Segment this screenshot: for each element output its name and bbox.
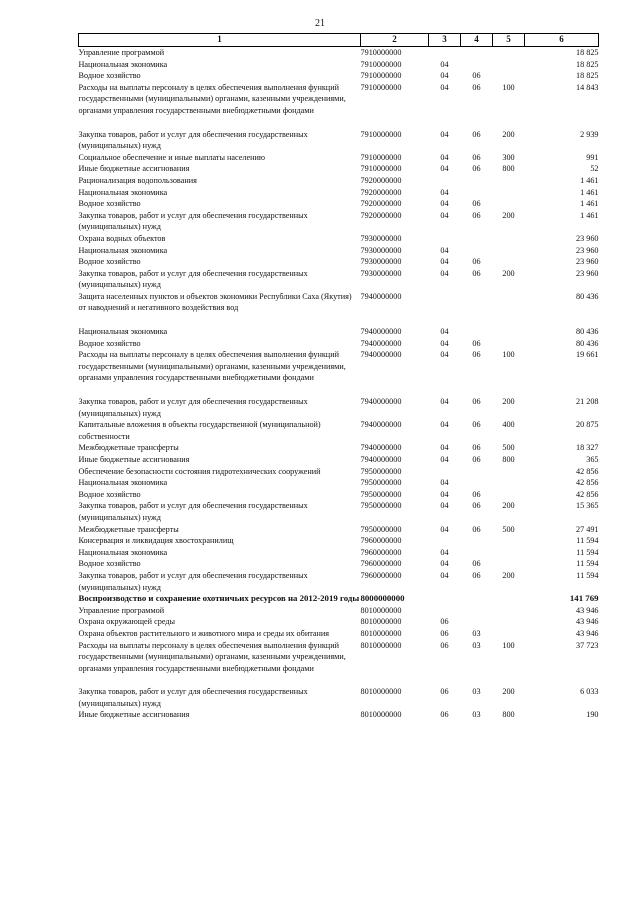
table-row [79,535,599,547]
row-code: 7950000000 [360,489,402,499]
table-row [79,547,599,559]
row-expense-type [493,326,525,338]
row-amount: 52 [590,164,599,174]
row-name: Рационализация водопользования [78,175,197,185]
row-section: 06 [440,640,449,650]
row-subsection [461,59,493,71]
row-expense-type [493,175,525,187]
row-expense-type [493,70,525,82]
row-expense-type [493,338,525,350]
row-name: Защита населенных пунктов и объектов экономики Республики Саха (Якутия) от наводнений и негативного воздействия вод [78,291,352,313]
row-amount: 27 491 [575,524,599,534]
row-section: 06 [440,628,449,638]
row-section: 04 [440,187,449,197]
row-expense-type [493,605,525,617]
row-section: 04 [440,547,449,557]
row-section: 04 [440,71,449,81]
table-row [79,489,599,501]
row-amount: 23 960 [575,268,599,278]
row-name: Закупка товаров, работ и услуг для обеспечения государственных (муниципальных) нужд [78,129,308,151]
row-code: 7940000000 [360,327,402,337]
row-subsection [461,187,493,199]
row-subsection: 06 [472,501,481,511]
row-amount: 1 461 [580,199,599,209]
row-subsection [461,593,493,605]
row-expense-type: 800 [502,455,515,464]
column-header: 5 [493,34,525,47]
row-amount: 80 436 [575,327,599,337]
row-subsection [461,326,493,338]
row-subsection: 06 [472,420,481,430]
table-row [79,210,599,233]
row-amount: 18 825 [575,71,599,81]
row-amount: 42 856 [575,466,599,476]
row-name: Охрана водных объектов [78,233,166,243]
row-code: 7950000000 [360,478,402,488]
row-section: 04 [440,164,449,174]
row-amount: 23 960 [575,233,599,243]
row-amount: 19 661 [575,350,599,360]
row-name: Охрана окружающей среды [78,617,176,627]
table-row [79,268,599,291]
page-number: 21 [315,18,325,29]
row-code: 8010000000 [360,640,402,650]
row-code: 7950000000 [360,501,402,511]
row-subsection: 06 [472,455,481,464]
row-expense-type: 200 [502,268,515,278]
row-code: 7910000000 [360,59,402,69]
row-subsection: 06 [472,489,481,499]
row-amount: 80 436 [575,291,599,301]
row-expense-type: 500 [502,524,515,534]
table-row [79,466,599,478]
row-amount: 991 [586,152,599,162]
row-subsection: 06 [472,524,481,534]
row-amount: 18 825 [575,48,599,57]
row-code: 7910000000 [360,82,402,92]
row-name: Водное хозяйство [78,338,141,348]
row-section: 04 [440,59,449,69]
row-subsection: 06 [472,210,481,220]
row-name: Расходы на выплаты персоналу в целях обеспечения выполнения функций государственными (муниципальными) органами, казенными учреждениями, органами управления государственными внебюджетными фондами [78,640,346,673]
row-subsection: 03 [472,687,481,697]
row-name: Охрана объектов растительного и животного мира и среды их обитания [78,628,330,638]
row-code: 7940000000 [360,338,402,348]
row-name: Закупка товаров, работ и услуг для обеспечения государственных (муниципальных) нужд [78,570,308,592]
table-row [79,59,599,71]
row-section: 04 [440,397,449,407]
row-amount: 37 723 [575,640,599,650]
row-subsection: 06 [472,268,481,278]
row-amount: 11 594 [576,547,599,557]
row-section: 04 [440,338,449,348]
row-code: 7950000000 [360,466,402,476]
table-row [79,152,599,164]
row-amount: 20 875 [575,420,599,430]
row-section: 04 [440,268,449,278]
row-section [429,535,461,547]
row-code: 7950000000 [360,524,402,534]
row-amount: 42 856 [575,489,599,499]
table-row [79,570,599,593]
row-subsection: 06 [472,559,481,569]
table-row [79,233,599,245]
row-subsection: 06 [472,164,481,174]
row-amount: 2 939 [580,129,599,139]
row-amount: 23 960 [575,245,599,255]
row-section: 04 [440,489,449,499]
row-name: Национальная экономика [78,187,168,197]
row-code: 8010000000 [360,617,402,627]
row-name: Закупка товаров, работ и услуг для обеспечения государственных (муниципальных) нужд [78,397,308,418]
row-name: Национальная экономика [78,327,168,337]
row-section: 04 [440,420,449,430]
row-expense-type: 200 [502,129,515,139]
row-amount: 1 461 [580,175,599,185]
row-section: 04 [440,559,449,569]
row-expense-type: 300 [502,152,515,162]
row-amount: 23 960 [575,257,599,267]
table-row [79,628,599,640]
row-name: Национальная экономика [78,478,168,488]
table-row [79,70,599,82]
table-body [79,47,599,722]
row-amount: 21 208 [575,397,599,407]
row-amount: 141 769 [569,593,599,604]
table-row [79,47,599,59]
row-code: 7930000000 [360,245,402,255]
row-section: 04 [440,455,449,464]
table-row [79,198,599,210]
row-code: 7960000000 [360,559,402,569]
row-expense-type [493,198,525,210]
row-code: 7910000000 [360,129,402,139]
row-section: 04 [440,350,449,360]
table-row [79,477,599,489]
row-subsection: 06 [472,129,481,139]
row-code: 7960000000 [360,570,402,580]
row-subsection [461,605,493,617]
row-subsection: 03 [472,710,481,720]
row-expense-type [493,616,525,628]
row-code: 7920000000 [360,175,402,185]
row-expense-type [493,47,525,59]
row-name: Иные бюджетные ассигнования [78,710,190,720]
row-subsection: 06 [472,152,481,162]
row-code: 7930000000 [360,268,402,278]
table-row [79,640,599,687]
row-name: Национальная экономика [78,547,168,557]
row-expense-type [493,291,525,326]
row-name: Воспроизводство и сохранение охотничьих ресурсов на 2012-2019 годы [78,593,360,604]
row-expense-type [493,187,525,199]
row-expense-type [493,489,525,501]
table-row [79,187,599,199]
row-section [429,233,461,245]
row-expense-type: 200 [502,210,515,220]
row-amount: 11 594 [576,559,599,569]
column-header: 4 [461,34,493,47]
row-subsection: 06 [472,257,481,267]
table-row [79,709,599,721]
row-subsection [461,616,493,628]
row-expense-type: 800 [502,164,515,174]
table-row [79,175,599,187]
row-amount: 11 594 [576,570,599,580]
table-row [79,338,599,350]
row-code: 7910000000 [360,164,402,174]
row-name: Национальная экономика [78,245,168,255]
row-section: 06 [440,710,449,720]
row-expense-type: 200 [502,687,515,697]
table-row [79,616,599,628]
table-row [79,593,599,605]
row-expense-type: 100 [502,82,515,92]
row-section [429,605,461,617]
table-row [79,245,599,257]
row-name: Расходы на выплаты персоналу в целях обеспечения выполнения функций государственными (муниципальными) органами, казенными учреждениями, органами управления государственными внебюджетными фондами [78,82,346,115]
row-code: 7910000000 [360,71,402,81]
table-row [79,500,599,523]
table-row [79,326,599,338]
row-section: 04 [440,478,449,488]
row-subsection [461,535,493,547]
column-header: 2 [361,34,429,47]
table-row [79,454,599,466]
row-name: Национальная экономика [78,59,168,69]
row-subsection: 06 [472,350,481,360]
row-expense-type: 100 [502,640,515,650]
row-amount: 6 033 [580,687,599,697]
row-expense-type [493,558,525,570]
row-name: Капитальные вложения в объекты государственной (муниципальной) собственности [78,420,321,441]
column-header: 1 [79,34,361,47]
row-name: Управление программой [78,48,165,57]
row-section: 04 [440,210,449,220]
table-row [79,349,599,396]
row-subsection: 06 [472,82,481,92]
row-expense-type [493,256,525,268]
row-name: Обеспечение безопасности состояния гидротехнических сооружений [78,466,321,476]
row-expense-type [493,535,525,547]
row-name: Закупка товаров, работ и услуг для обеспечения государственных (муниципальных) нужд [78,687,308,708]
row-amount: 11 594 [576,536,599,546]
row-expense-type [493,59,525,71]
column-header: 3 [429,34,461,47]
row-code: 7940000000 [360,420,402,430]
row-amount: 1 461 [580,210,599,220]
row-expense-type [493,477,525,489]
row-name: Водное хозяйство [78,559,141,569]
row-expense-type: 200 [502,501,515,511]
row-expense-type: 100 [502,350,515,360]
row-name: Иные бюджетные ассигнования [78,455,190,464]
row-subsection: 03 [472,628,481,638]
row-section: 04 [440,443,449,453]
row-code: 7930000000 [360,257,402,267]
row-section [429,593,461,605]
row-name: Водное хозяйство [78,199,141,209]
table-row [79,686,599,709]
row-name: Водное хозяйство [78,71,141,81]
row-amount: 43 946 [575,617,599,627]
row-name: Закупка товаров, работ и услуг для обеспечения государственных (муниципальных) нужд [78,210,308,232]
table-header-row [79,34,599,47]
row-expense-type: 800 [502,710,515,720]
row-code: 7960000000 [360,536,402,546]
row-amount: 365 [586,455,599,464]
row-subsection: 06 [472,338,481,348]
row-name: Закупка товаров, работ и услуг для обеспечения государственных (муниципальных) нужд [78,501,308,522]
row-subsection: 06 [472,71,481,81]
row-amount: 190 [586,710,599,720]
row-code: 7920000000 [360,199,402,209]
table-row [79,256,599,268]
row-code: 7910000000 [360,152,402,162]
row-expense-type: 200 [502,397,515,407]
table-row [79,524,599,536]
row-code: 7940000000 [360,397,402,407]
row-code: 7940000000 [360,455,402,464]
row-name: Водное хозяйство [78,489,141,499]
row-amount: 18 327 [575,443,599,453]
row-name: Межбюджетные трансферты [78,524,179,534]
budget-table [78,33,599,721]
row-amount: 15 365 [575,501,599,511]
row-amount: 43 946 [575,628,599,638]
row-section: 04 [440,501,449,511]
table-row [79,291,599,326]
row-name: Водное хозяйство [78,257,141,267]
row-code: 7940000000 [360,291,402,301]
row-amount: 14 843 [575,82,599,92]
row-section [429,291,461,326]
row-subsection [461,291,493,326]
row-name: Иные бюджетные ассигнования [78,164,190,174]
row-subsection [461,245,493,257]
row-subsection [461,466,493,478]
row-section: 04 [440,152,449,162]
row-name: Межбюджетные трансферты [78,443,179,453]
table-row [79,129,599,152]
row-code: 7910000000 [360,48,402,57]
table-row [79,419,599,442]
row-section: 04 [440,327,449,337]
row-expense-type [493,628,525,640]
row-subsection [461,233,493,245]
row-name: Консервация и ликвидация хвостохранилищ [78,536,234,546]
column-header: 6 [525,34,599,47]
row-section [429,175,461,187]
row-code: 8010000000 [360,605,402,615]
row-code: 7960000000 [360,547,402,557]
row-section: 04 [440,199,449,209]
row-amount: 43 946 [575,605,599,615]
row-section: 06 [440,617,449,627]
row-expense-type [493,245,525,257]
row-expense-type: 200 [502,570,515,580]
row-section [429,47,461,59]
row-expense-type [493,233,525,245]
row-subsection: 06 [472,570,481,580]
row-subsection [461,175,493,187]
row-section: 04 [440,245,449,255]
table-row [79,163,599,175]
row-code: 7930000000 [360,233,402,243]
row-subsection [461,477,493,489]
row-name: Управление программой [78,605,165,615]
row-section: 04 [440,257,449,267]
row-section: 04 [440,129,449,139]
row-subsection: 06 [472,397,481,407]
row-name: Социальное обеспечение и иные выплаты населению [78,152,265,162]
row-section [429,466,461,478]
row-code: 8010000000 [360,710,402,720]
row-name: Закупка товаров, работ и услуг для обеспечения государственных (муниципальных) нужд [78,268,308,290]
row-expense-type [493,593,525,605]
table-row [79,396,599,419]
row-section: 06 [440,687,449,697]
row-expense-type [493,466,525,478]
row-expense-type [493,547,525,559]
row-code: 8010000000 [360,687,402,697]
row-subsection [461,47,493,59]
table-row [79,82,599,129]
row-subsection [461,547,493,559]
row-amount: 1 461 [580,187,599,197]
row-code: 7940000000 [360,350,402,360]
row-subsection: 06 [472,199,481,209]
row-subsection: 06 [472,443,481,453]
row-expense-type: 400 [502,420,515,430]
row-amount: 18 825 [575,59,599,69]
row-amount: 80 436 [575,338,599,348]
row-code: 7940000000 [360,443,402,453]
row-subsection: 03 [472,640,481,650]
row-amount: 42 856 [575,478,599,488]
row-code: 7920000000 [360,187,402,197]
row-code: 8010000000 [360,628,402,638]
row-expense-type: 500 [502,443,515,453]
row-section: 04 [440,570,449,580]
row-code: 7920000000 [360,210,402,220]
table-row [79,605,599,617]
row-code: 8000000000 [360,593,405,604]
row-section: 04 [440,524,449,534]
table-row [79,558,599,570]
row-name: Расходы на выплаты персоналу в целях обеспечения выполнения функций государственными (муниципальными) органами, казенными учреждениями, органами управления государственными внебюджетными фондами [78,350,346,383]
row-section: 04 [440,82,449,92]
table-row [79,442,599,454]
